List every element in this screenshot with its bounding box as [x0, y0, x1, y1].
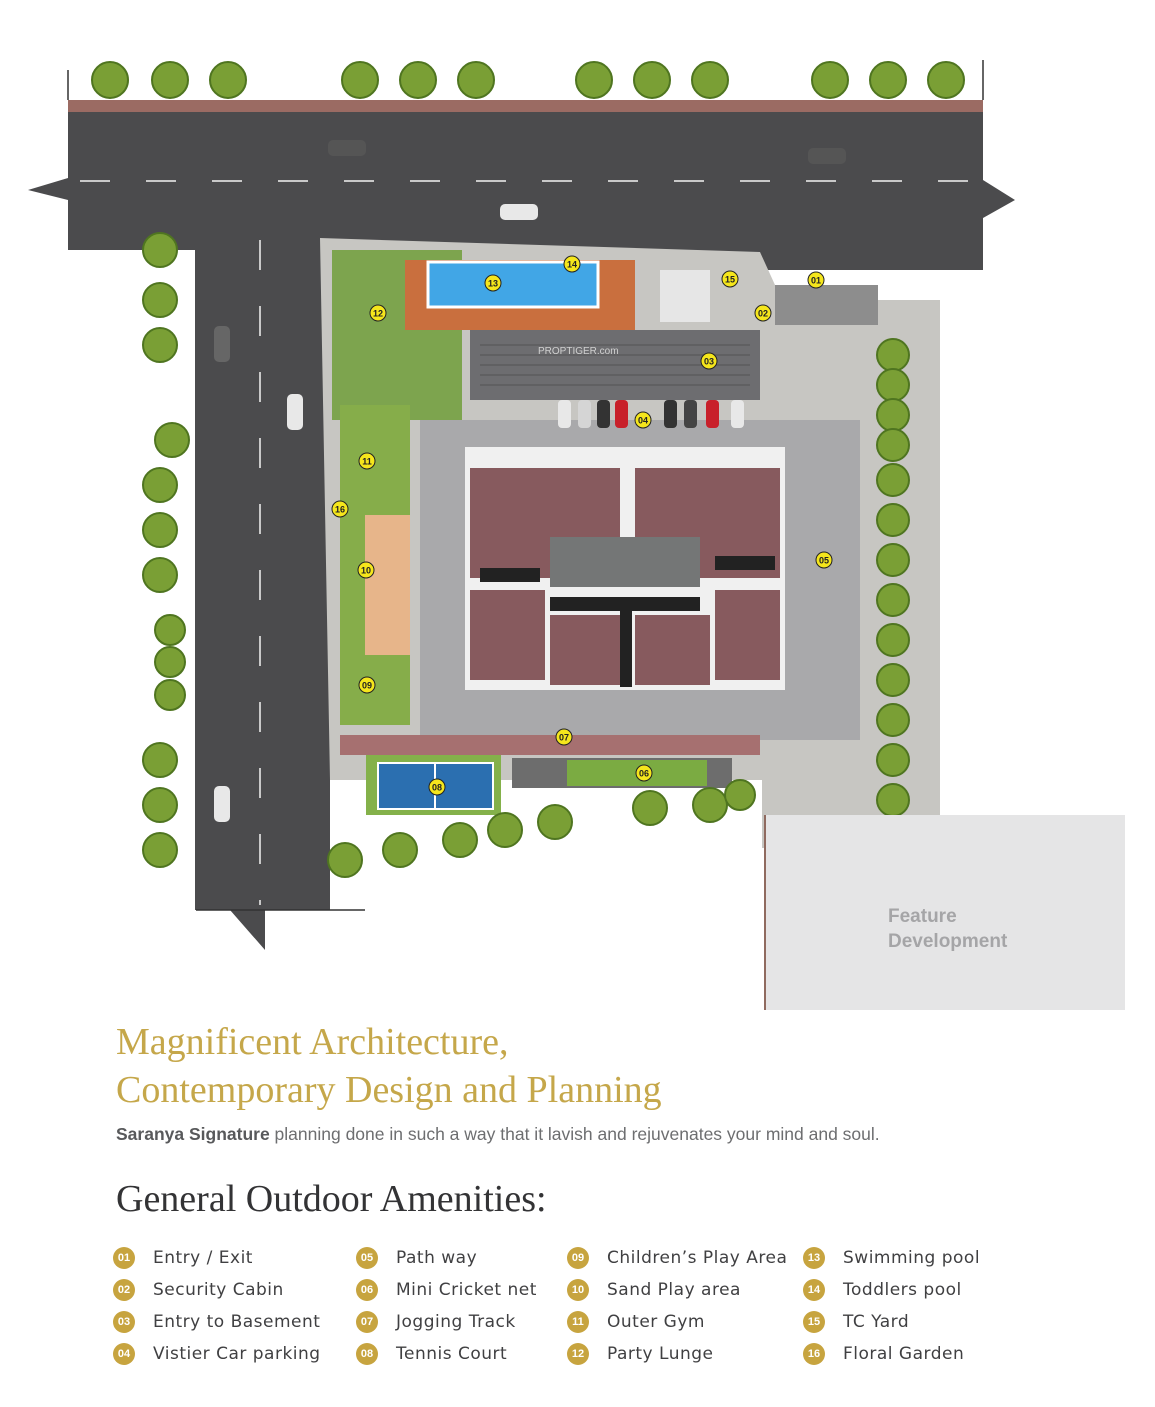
- amenity-number: 11: [567, 1311, 589, 1333]
- marker-label: 11: [362, 456, 372, 467]
- amenity-item: [803, 1242, 980, 1274]
- marker-label: 15: [724, 274, 736, 285]
- amenity-label: Tennis Court: [396, 1344, 508, 1364]
- map-marker-06: [636, 765, 652, 781]
- amenity-number: 12: [567, 1343, 589, 1365]
- amenity-item: [113, 1338, 321, 1370]
- amenity-label: Security Cabin: [153, 1280, 284, 1300]
- amenity-item: [567, 1338, 787, 1370]
- amenity-number: 04: [113, 1343, 135, 1365]
- amenity-item: [567, 1306, 787, 1338]
- marker-label: 02: [757, 308, 769, 319]
- amenity-label: Toddlers pool: [843, 1280, 962, 1300]
- amenities-column-1: [113, 1242, 321, 1370]
- watermark: PROPTIGER.com: [538, 346, 619, 357]
- amenities-column-3: [567, 1242, 787, 1370]
- amenity-number: 16: [803, 1343, 825, 1365]
- amenity-item: [113, 1274, 321, 1306]
- map-marker-13: [485, 275, 501, 291]
- amenity-label: Children’s Play Area: [607, 1248, 788, 1268]
- marker-label: 05: [818, 555, 830, 566]
- map-marker-03: [701, 353, 717, 369]
- amenity-label: Mini Cricket net: [396, 1280, 537, 1300]
- map-marker-10: [358, 562, 374, 578]
- amenity-number: 14: [803, 1279, 825, 1301]
- amenity-item: [567, 1242, 787, 1274]
- map-marker-11: [359, 453, 375, 469]
- map-marker-15: [722, 271, 738, 287]
- amenity-item: [567, 1274, 787, 1306]
- amenity-number: 02: [113, 1279, 135, 1301]
- amenity-number: 13: [803, 1247, 825, 1269]
- feature-label-line1: Feature: [888, 906, 957, 927]
- amenity-label: Floral Garden: [843, 1344, 965, 1364]
- amenity-number: 15: [803, 1311, 825, 1333]
- amenity-item: [356, 1242, 537, 1274]
- marker-label: 13: [487, 278, 499, 289]
- amenity-number: 10: [567, 1279, 589, 1301]
- marker-label: 14: [566, 259, 578, 270]
- map-marker-01: [808, 272, 824, 288]
- amenity-item: [356, 1274, 537, 1306]
- amenity-label: Path way: [396, 1248, 478, 1268]
- headline-line2: Contemporary Design and Planning: [116, 1069, 662, 1111]
- marker-label: 10: [360, 565, 372, 576]
- amenity-item: [803, 1338, 980, 1370]
- feature-label-line2: Development: [888, 931, 1008, 952]
- amenity-label: Vistier Car parking: [153, 1344, 321, 1364]
- marker-label: 08: [431, 782, 443, 793]
- amenity-item: [803, 1306, 980, 1338]
- amenity-item: [113, 1306, 321, 1338]
- amenity-number: 07: [356, 1311, 378, 1333]
- map-marker-12: [370, 305, 386, 321]
- headline: [116, 1018, 662, 1114]
- amenity-label: Entry to Basement: [153, 1312, 321, 1332]
- map-marker-08: [429, 779, 445, 795]
- map-marker-02: [755, 305, 771, 321]
- building-roof: [465, 447, 785, 690]
- amenity-number: 08: [356, 1343, 378, 1365]
- subline: [116, 1124, 880, 1145]
- map-marker-05: [816, 552, 832, 568]
- map-marker-09: [359, 677, 375, 693]
- marker-label: 01: [810, 275, 822, 286]
- amenity-label: Party Lunge: [607, 1344, 714, 1364]
- amenity-label: Outer Gym: [607, 1312, 705, 1332]
- amenity-number: 06: [356, 1279, 378, 1301]
- amenity-label: Swimming pool: [843, 1248, 981, 1268]
- amenity-number: 09: [567, 1247, 589, 1269]
- map-marker-04: [635, 412, 651, 428]
- amenity-label: Jogging Track: [396, 1312, 516, 1332]
- marker-label: 04: [637, 415, 649, 426]
- amenity-item: [803, 1274, 980, 1306]
- marker-label: 03: [703, 356, 715, 367]
- amenity-item: [113, 1242, 321, 1274]
- map-marker-16: [332, 501, 348, 517]
- amenities-column-2: [356, 1242, 537, 1370]
- headline-line1: Magnificent Architecture,: [116, 1021, 509, 1063]
- amenity-number: 03: [113, 1311, 135, 1333]
- amenity-number: 01: [113, 1247, 135, 1269]
- feature-development-label: [888, 904, 1007, 954]
- amenity-label: Entry / Exit: [153, 1248, 253, 1268]
- marker-label: 09: [361, 680, 373, 691]
- subline-text: planning done in such a way that it lavish and rejuvenates your mind and soul.: [269, 1124, 880, 1144]
- map-marker-07: [556, 729, 572, 745]
- marker-label: 06: [638, 768, 650, 779]
- map-marker-14: [564, 256, 580, 272]
- amenity-item: [356, 1306, 537, 1338]
- amenity-label: TC Yard: [843, 1312, 910, 1332]
- amenity-item: [356, 1338, 537, 1370]
- amenity-number: 05: [356, 1247, 378, 1269]
- marker-label: 16: [334, 504, 346, 515]
- marker-label: 07: [558, 732, 570, 743]
- amenity-label: Sand Play area: [607, 1280, 741, 1300]
- marker-label: 12: [372, 308, 384, 319]
- amenities-column-4: [803, 1242, 980, 1370]
- subline-brand: Saranya Signature: [116, 1124, 270, 1144]
- amenities-title: General Outdoor Amenities:: [116, 1178, 547, 1220]
